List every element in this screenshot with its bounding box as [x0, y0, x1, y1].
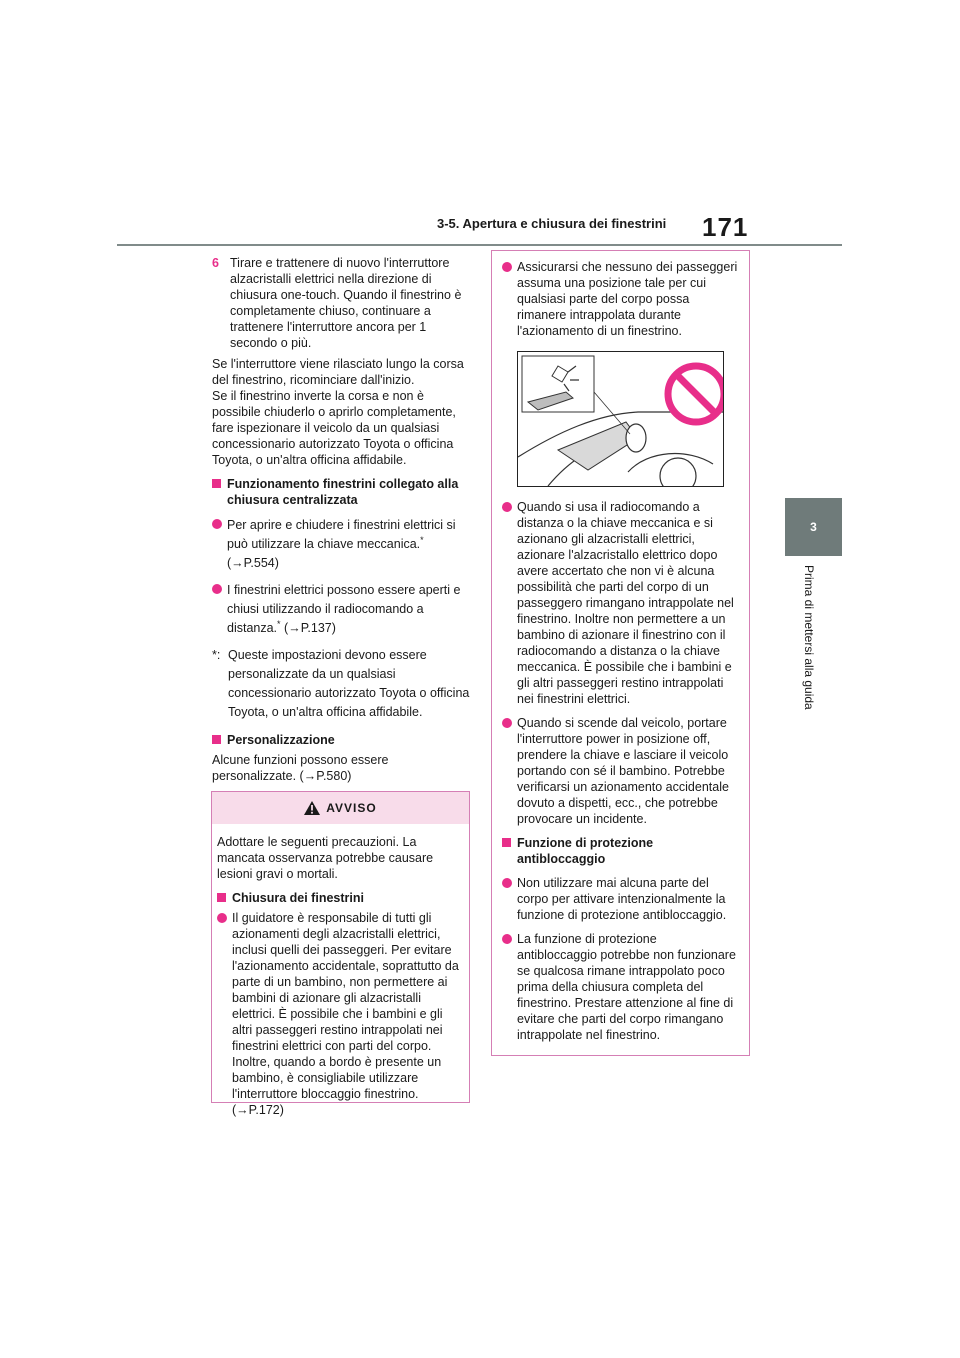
bullet-text: Quando si usa il radiocomando a distanza o la chiave meccanica e si azionano gli alzacristalli elettrici, azionare l'alzacristallo elettrico dopo avere accertato che non vi è alcuna possibilità che parti del corpo di un passeggero rimangano intrappolate nel finestrino. Inoltre non permettere a un bambino di azionare il finestrino con il radiocomando a distanza o la chiave meccanica. È possibile che i bambini e gli altri passeggeri restino intrappolati nei finestrini elettrici.	[517, 500, 734, 706]
page-reference: (→P.137)	[284, 621, 336, 635]
list-item	[502, 715, 739, 827]
bullet-text: Assicurarsi che nessuno dei passeggeri assuma una posizione tale per cui qualsiasi parte del corpo possa rimanere intrappolata durante l'azionamento di un finestrino.	[517, 260, 738, 338]
step-text: Tirare e trattenere di nuovo l'interruttore alzacristalli elettrici nella direzione di chiusura one-touch. Quando il finestrino è completamente chiuso, continuare a trattenere l'interruttore ancora per 1 secondo o più.	[230, 256, 462, 350]
page-number: 171	[702, 212, 749, 242]
list-item	[212, 516, 470, 573]
bullet-dot-icon	[502, 718, 512, 728]
bullet-dot-icon	[502, 878, 512, 888]
paragraph: Se il finestrino inverte la corsa e non è possibile chiuderlo o aprirlo completamente, fare ispezionare il veicolo da un qualsiasi concessionario autorizzato Toyota o officina Toyota, o un'altra officina affidabile.	[212, 389, 456, 467]
footnote-text: Queste impostazioni devono essere personalizzate da un qualsiasi concessionario autorizzato Toyota o officina Toyota, o un'altra officina affidabile.	[228, 648, 470, 719]
bullet-dot-icon	[217, 913, 227, 923]
pinch-warning-illustration	[517, 351, 724, 487]
list-item	[217, 910, 464, 1118]
list-item	[502, 499, 739, 707]
list-item	[212, 581, 470, 638]
paragraph: Se l'interruttore viene rilasciato lungo la corsa del finestrino, ricominciare dall'inizio.	[212, 357, 464, 387]
footnote-mark: *	[277, 618, 281, 629]
bullet-dot-icon	[502, 502, 512, 512]
bullet-dot-icon	[212, 519, 222, 529]
list-item	[502, 931, 739, 1043]
heading-text: Personalizzazione	[227, 733, 335, 747]
step-number: 6	[212, 256, 219, 270]
bullet-text: I finestrini elettrici possono essere aperti e chiusi utilizzando il radiocomando a distanza.	[227, 583, 461, 635]
heading-customization	[212, 732, 470, 748]
bullet-text: Il guidatore è responsabile di tutti gli azionamenti degli alzacristalli elettrici, inclusi quelli dei passeggeri. Per evitare l'azionamento accidentale, soprattutto da parte di un bambino, non permettere ai bambini di azionare gli alzacristalli elettrici. È possibile che i bambini e gli altri passeggeri restino intrappolati nei finestrini elettrici con parti del corpo. Inoltre, quando a bordo è presente un bambino, è consigliabile utilizzare l'interruttore bloccaggio finestrino. (→P.172)	[232, 911, 459, 1117]
square-bullet-icon	[217, 893, 226, 902]
heading-text: Funzionamento finestrini collegato alla chiusura centralizzata	[227, 477, 459, 507]
heading-text: Funzione di protezione antibloccaggio	[517, 836, 654, 866]
footnote-mark: *	[420, 534, 424, 545]
bullet-dot-icon	[502, 934, 512, 944]
list-item	[502, 875, 739, 923]
square-bullet-icon	[502, 838, 511, 847]
step-6	[212, 255, 470, 351]
chapter-tab: 3	[785, 498, 842, 556]
header-divider	[117, 244, 842, 246]
chapter-label	[799, 565, 819, 735]
bullet-text: Quando si scende dal veicolo, portare l'interruttore power in posizione off, prendere la chiave e lasciare il veicolo portando con sé il bambino. Potrebbe verificarsi un azionamento accidentale dovuto a dispetti, ecc., che potrebbe provocare un incidente.	[517, 716, 729, 826]
warning-title: AVVISO	[326, 801, 377, 815]
warning-body	[212, 824, 469, 1118]
footnote-mark: *:	[212, 648, 221, 662]
heading-central-locking	[212, 476, 470, 508]
left-column	[212, 255, 470, 792]
bullet-dot-icon	[502, 262, 512, 272]
square-bullet-icon	[212, 479, 221, 488]
heading-anti-pinch	[502, 835, 739, 867]
square-bullet-icon	[212, 735, 221, 744]
heading-text: Chiusura dei finestrini	[232, 891, 364, 905]
warning-intro: Adottare le seguenti precauzioni. La mancata osservanza potrebbe causare lesioni gravi o mortali.	[217, 835, 434, 881]
bullet-text: La funzione di protezione antibloccaggio potrebbe non funzionare se qualcosa rimane intrappolato poco prima della chiusura completa del finestrino. Prestare attenzione al fine di evitare che parti del corpo rimangano intrappolate nel finestrino.	[517, 932, 736, 1042]
page-reference: (→P.554)	[227, 556, 279, 570]
car-interior-illustration	[518, 352, 723, 486]
bullet-text: Non utilizzare mai alcuna parte del corpo per attivare intenzionalmente la funzione di protezione antibloccaggio.	[517, 876, 727, 922]
chapter-label-text: Prima di mettersi alla guida	[802, 565, 816, 710]
warning-triangle-icon	[304, 801, 320, 815]
heading-window-closing	[217, 890, 464, 906]
paragraph: Alcune funzioni possono essere personalizzate. (→P.580)	[212, 753, 389, 783]
right-warning-column	[491, 250, 750, 1056]
warning-header	[212, 792, 469, 824]
section-title: 3-5. Apertura e chiusura dei finestrini	[437, 216, 667, 231]
footnote	[212, 646, 470, 722]
bullet-text: Per aprire e chiudere i finestrini elettrici si può utilizzare la chiave meccanica.	[227, 518, 456, 551]
warning-box	[211, 791, 470, 1117]
list-item	[502, 259, 739, 339]
bullet-dot-icon	[212, 584, 222, 594]
